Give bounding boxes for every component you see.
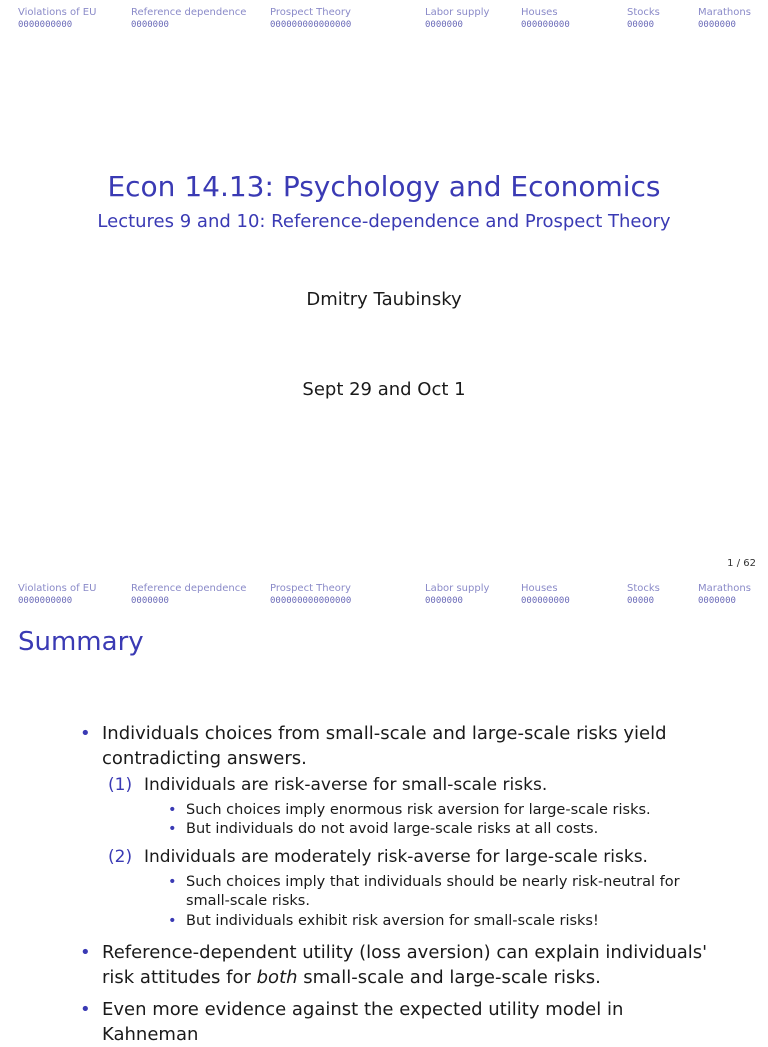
nav-label: Houses: [521, 583, 558, 594]
section-navigation: [0, 6, 768, 36]
nav-dots[interactable]: 0000000: [698, 596, 736, 606]
bullet-item: [102, 940, 722, 990]
nav-dots[interactable]: 0000000000: [18, 596, 73, 606]
nav-label: Labor supply: [425, 7, 490, 18]
nav-section-houses[interactable]: [521, 582, 570, 607]
nav-label: Prospect Theory: [270, 7, 351, 18]
nav-section-marathons[interactable]: [698, 582, 751, 607]
frame-title: Summary: [18, 627, 144, 657]
lecture-date: Sept 29 and Oct 1: [302, 379, 466, 400]
bullet-item: • Even more evidence against the expected utility model in Kahneman: [102, 997, 722, 1047]
nav-label: Marathons: [698, 583, 751, 594]
nav-section-violations-of-eu[interactable]: [18, 6, 96, 31]
nav-dots[interactable]: 000000000000000: [270, 596, 352, 606]
item-number: (1): [108, 775, 133, 795]
nav-dots[interactable]: 00000: [627, 596, 655, 606]
nav-dots[interactable]: 000000000000000: [270, 20, 352, 30]
nav-section-prospect-theory[interactable]: [270, 6, 351, 31]
nav-dots[interactable]: 000000000: [521, 596, 570, 606]
slide-subtitle: Lectures 9 and 10: Reference-dependence and Prospect Theory: [97, 211, 671, 232]
nav-section-reference-dependence[interactable]: [131, 6, 246, 31]
bullet-text: Reference-dependent utility (loss aversion) can explain individuals' risk attitudes for: [102, 942, 708, 988]
nav-dots[interactable]: 000000000: [521, 20, 570, 30]
item-text: Individuals are moderately risk-averse for large-scale risks.: [144, 847, 648, 867]
nav-dots[interactable]: 0000000000: [18, 20, 73, 30]
section-navigation: [0, 582, 768, 612]
nav-label: Stocks: [627, 583, 660, 594]
nav-label: Prospect Theory: [270, 583, 351, 594]
nav-label: Violations of EU: [18, 583, 97, 594]
nav-dots[interactable]: 00000: [627, 20, 655, 30]
nav-section-houses[interactable]: [521, 6, 570, 31]
slide-title: Econ 14.13: Psychology and Economics: [107, 170, 661, 203]
nav-section-violations-of-eu[interactable]: [18, 582, 96, 607]
nav-dots[interactable]: 0000000: [425, 20, 463, 30]
nav-section-stocks[interactable]: [627, 6, 660, 31]
item-number: (2): [108, 847, 133, 867]
nav-section-reference-dependence[interactable]: [131, 582, 246, 607]
page-number: 1 / 62: [727, 558, 756, 569]
bullet-item: • Individuals choices from small-scale and large-scale risks yield contradicting answers.: [102, 721, 722, 771]
numbered-item: [108, 774, 704, 797]
nav-dots[interactable]: 0000000: [425, 596, 463, 606]
nav-section-stocks[interactable]: [627, 582, 660, 607]
nav-section-labor-supply[interactable]: [425, 582, 489, 607]
nav-label: Reference dependence: [131, 7, 247, 18]
author-name: Dmitry Taubinsky: [306, 289, 462, 310]
bullet-text: small-scale and large-scale risks.: [303, 967, 601, 988]
nav-label: Stocks: [627, 7, 660, 18]
nav-label: Violations of EU: [18, 7, 97, 18]
sub-bullet-item: • But individuals do not avoid large-scale risks at all costs.: [186, 820, 706, 839]
item-text: Individuals are risk-averse for small-scale risks.: [144, 775, 548, 795]
nav-dots[interactable]: 0000000: [131, 596, 169, 606]
sub-bullet-item: • Such choices imply enormous risk aversion for large-scale risks.: [186, 801, 706, 820]
nav-section-prospect-theory[interactable]: [270, 582, 351, 607]
sub-bullet-item: • Such choices imply that individuals should be nearly risk-neutral for small-scale risks.: [186, 873, 706, 911]
nav-label: Houses: [521, 7, 558, 18]
sub-bullet-item: • But individuals exhibit risk aversion for small-scale risks!: [186, 912, 706, 931]
nav-dots[interactable]: 0000000: [131, 20, 169, 30]
nav-label: Labor supply: [425, 583, 490, 594]
nav-label: Reference dependence: [131, 583, 247, 594]
summary-slide: [0, 576, 768, 1045]
nav-section-labor-supply[interactable]: [425, 6, 489, 31]
numbered-item: [108, 846, 704, 869]
emphasis-text: both: [256, 967, 298, 988]
nav-section-marathons[interactable]: [698, 6, 751, 31]
nav-dots[interactable]: 0000000: [698, 20, 736, 30]
nav-label: Marathons: [698, 7, 751, 18]
